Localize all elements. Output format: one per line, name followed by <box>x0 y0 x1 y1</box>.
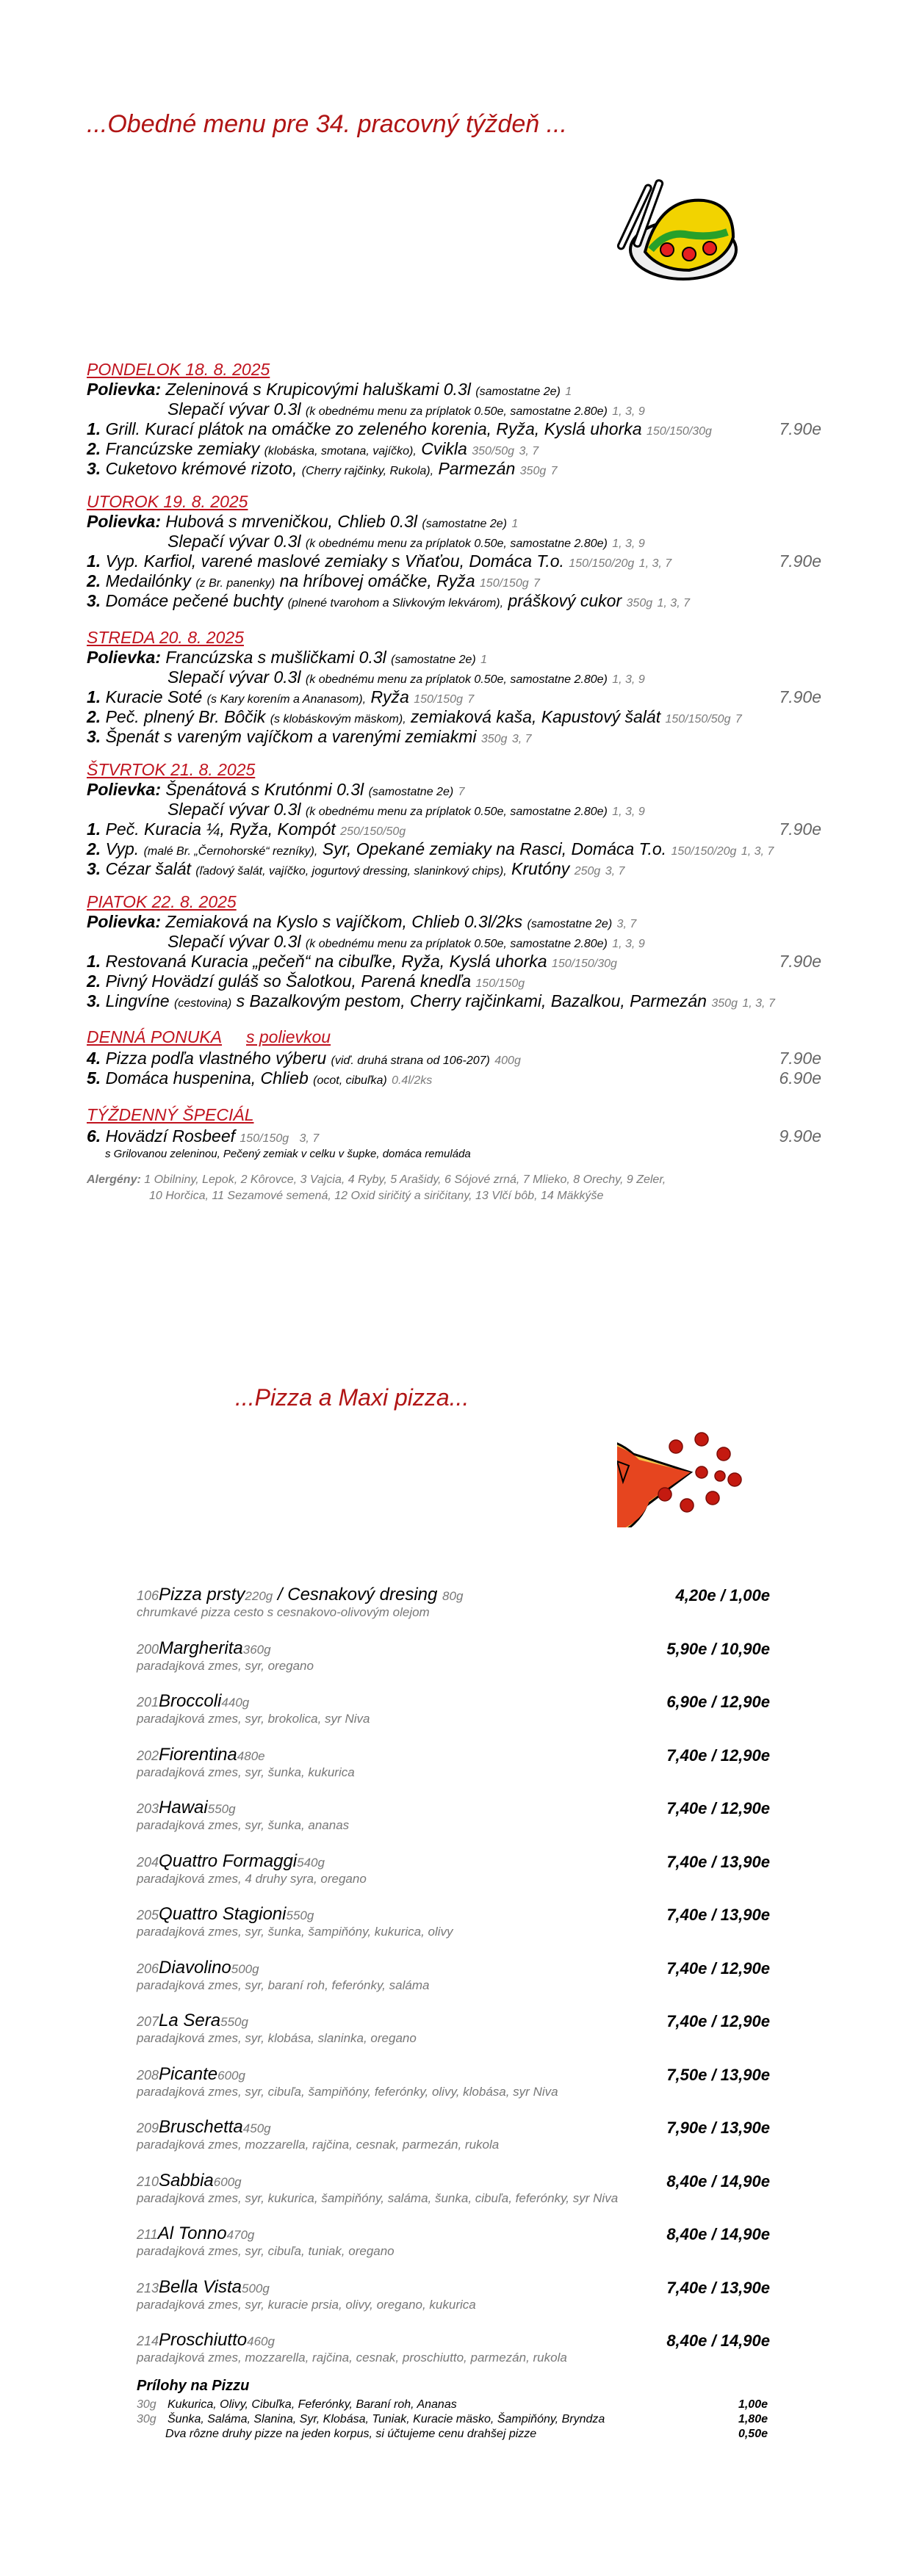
day-heading: STREDA 20. 8. 2025 <box>87 628 244 647</box>
pizza-name-line <box>137 1851 325 1872</box>
item-allergens: 3, 7 <box>519 445 539 457</box>
pizza-name: Fiorentina <box>159 1745 237 1765</box>
broth-line <box>168 932 645 952</box>
pizza-price: 8,40e / 14,90e <box>666 2225 770 2243</box>
pizza-name: Pizza prsty <box>159 1585 245 1604</box>
item-number: 3. <box>87 859 101 878</box>
item-allergens: 3, 7 <box>511 733 532 745</box>
pizza-description: paradajková zmes, syr, kukurica, šampiňóny, saláma, šunka, cibuľa, feferónky, syr Niva <box>137 2191 619 2205</box>
soup-name: Zemiaková na Kyslo s vajíčkom, Chlieb 0.3l/2ks <box>165 912 523 931</box>
pizza-name-line <box>137 2117 271 2138</box>
item-weight: 350/50g <box>472 445 515 457</box>
pizza-weight: 470g <box>226 2228 255 2242</box>
item-weight: 350g <box>626 597 653 609</box>
soup-note: (samostatne 2e) <box>368 786 454 798</box>
pizza-description: paradajková zmes, syr, brokolica, syr Niva <box>137 1712 370 1726</box>
priloha-price: 1,00e <box>738 2398 768 2411</box>
item-main: Restovaná Kuracia „pečeň“ na cibuľke, Ryža, Kyslá uhorka <box>105 952 547 971</box>
priloha-text: Šunka, Saláma, Slanina, Syr, Klobása, Tuniak, Kuracie mäsko, Šampiňóny, Bryndza <box>168 2413 605 2425</box>
item-number: 1. <box>87 820 101 839</box>
allergens-line1 <box>87 1173 666 1187</box>
menu-item <box>87 991 775 1011</box>
item-allergens: 3, 7 <box>299 1132 320 1145</box>
item-main2: zemiaková kaša, Kapustový šalát <box>411 707 661 726</box>
pizza-price: 7,40e / 12,90e <box>666 2012 770 2030</box>
pizza-price: 4,20e / 1,00e <box>675 1586 770 1604</box>
soup-label: Polievka: <box>87 912 161 931</box>
day-heading: PIATOK 22. 8. 2025 <box>87 892 237 911</box>
item-note: (z Br. panenky) <box>195 577 276 590</box>
item-allergens: 1, 3, 7 <box>742 997 775 1010</box>
priloha-weight: 30g <box>137 2398 156 2411</box>
item-weight: 150/150g <box>475 977 525 990</box>
menu-item <box>87 687 474 707</box>
pizza-code: 213 <box>137 2281 159 2295</box>
allergens-text-1: 1 Obilniny, Lepok, 2 Kôrovce, 3 Vajcia, 4 Ryby, 5 Arašidy, 6 Sójové zrná, 7 Mlieko, 8 Orechy, 9 Zeler, <box>144 1173 666 1186</box>
pizza-name: Diavolino <box>159 1958 231 1978</box>
pizza-name: Margherita <box>159 1638 243 1658</box>
soup-line <box>87 380 572 399</box>
pizza-price: 7,40e / 13,90e <box>666 1853 770 1871</box>
soup-line <box>87 780 464 800</box>
item-weight: 250g <box>574 865 601 878</box>
item-main: Cézar šalát <box>105 859 191 878</box>
item-main: Vyp. Karfiol, varené maslové zemiaky s Vňaťou, Domáca T.o. <box>105 551 564 571</box>
broth-name: Slepačí vývar 0.3l <box>168 932 301 951</box>
daily-item-5-price: 6.90e <box>779 1068 821 1088</box>
pizza-extra-weight: 80g <box>442 1589 464 1603</box>
item-main2: na hríbovej omáčke, Ryža <box>279 571 475 590</box>
broth-name: Slepačí vývar 0.3l <box>168 800 301 819</box>
broth-line <box>168 532 645 551</box>
item-main: Domáce pečené buchty <box>105 591 284 610</box>
soup-label: Polievka: <box>87 648 161 667</box>
pizza-weight: 500g <box>231 1962 259 1976</box>
item-main2: práškový cukor <box>508 591 622 610</box>
pizza-code: 214 <box>137 2334 159 2348</box>
item-number: 3. <box>87 459 101 478</box>
soup-allergens: 3, 7 <box>616 918 637 930</box>
pizza-price: 7,40e / 13,90e <box>666 2279 770 2297</box>
pizza-name: Hawai <box>159 1798 208 1817</box>
item-main: Cuketovo krémové rizoto, <box>105 459 298 478</box>
pizza-code: 202 <box>137 1748 159 1763</box>
pizza-price: 7,40e / 12,90e <box>666 1959 770 1978</box>
pizza-code: 207 <box>137 2014 159 2029</box>
item-note: (ocot, cibuľka) <box>313 1074 387 1087</box>
allergens-label: Alergény: <box>87 1173 141 1186</box>
item-weight: 150/150/30g <box>551 958 617 970</box>
item-weight: 150/150g <box>240 1132 289 1145</box>
item-allergens: 1, 3, 7 <box>657 597 690 609</box>
item-number: 3. <box>87 991 101 1010</box>
pizza-code: 203 <box>137 1801 159 1816</box>
page-title: ...Obedné menu pre 34. pracovný týždeň ... <box>87 110 567 138</box>
pizza-name-line <box>137 2011 248 2031</box>
pizza-name: Picante <box>159 2064 218 2084</box>
pizza-code: 204 <box>137 1855 159 1870</box>
pizza-code: 206 <box>137 1961 159 1976</box>
soup-name: Hubová s mrveničkou, Chlieb 0.3l <box>165 512 417 531</box>
pizza-description: paradajková zmes, mozzarella, rajčina, cesnak, proschiutto, parmezán, rukola <box>137 2351 567 2365</box>
menu-item <box>87 439 539 459</box>
item-note: (plnené tvarohom a Slivkovým lekvárom), <box>287 597 504 609</box>
pizza-weight: 540g <box>297 1856 325 1870</box>
pizza-description: paradajková zmes, syr, baraní roh, feferónky, saláma <box>137 1978 430 1992</box>
pizza-name: Bella Vista <box>159 2277 242 2297</box>
pizza-name-line <box>137 1958 259 1978</box>
soup-allergens: 1 <box>565 386 572 398</box>
item-allergens: 3, 7 <box>605 865 625 878</box>
item-note: (Cherry rajčinky, Rukola), <box>301 465 434 477</box>
broth-allergens: 1, 3, 9 <box>612 405 645 418</box>
pizza-code: 211 <box>137 2227 158 2242</box>
day-heading: PONDELOK 18. 8. 2025 <box>87 360 270 379</box>
pizza-name: Broccoli <box>159 1691 222 1711</box>
pizza-price: 8,40e / 14,90e <box>666 2331 770 2350</box>
item-weight: 150/150/20g <box>671 845 737 858</box>
day-heading: UTOROK 19. 8. 2025 <box>87 492 248 511</box>
broth-note: (k obednému menu za príplatok 0.50e, samostatne 2.80e) <box>305 673 608 686</box>
menu-item <box>87 459 558 479</box>
item-number: 5. <box>87 1068 101 1088</box>
pizza-name-line <box>137 2224 254 2244</box>
broth-allergens: 1, 3, 9 <box>612 538 645 550</box>
pizza-name-line <box>137 1798 236 1818</box>
item-number: 4. <box>87 1049 101 1068</box>
item-main: Kuracie Soté <box>105 687 203 706</box>
broth-name: Slepačí vývar 0.3l <box>168 532 301 551</box>
item-weight: 150/150g <box>414 693 463 706</box>
menu-item <box>87 952 617 972</box>
pizza-weight: 220g <box>245 1589 273 1603</box>
item-main: Peč. plnený Br. Bôčik <box>105 707 266 726</box>
item-weight: 0.4l/2ks <box>392 1074 433 1087</box>
daily-heading <box>87 1027 222 1047</box>
item-allergens: 1, 3, 7 <box>741 845 774 858</box>
pizza-name-line <box>137 2277 270 2298</box>
pizza-code: 106 <box>137 1588 159 1603</box>
pizza-weight: 440g <box>221 1696 250 1710</box>
pizza-weight: 550g <box>286 1909 314 1922</box>
priloha-weight: 30g <box>137 2413 156 2425</box>
item-main: Medailónky <box>105 571 191 590</box>
menu-item <box>87 972 525 991</box>
item-number: 1. <box>87 687 101 706</box>
item-note: (klobáska, smotana, vajíčko), <box>264 445 417 457</box>
soup-name: Špenátová s Krutónmi 0.3l <box>165 780 364 799</box>
pizza-name: La Sera <box>159 2011 221 2030</box>
item-main: Domáca huspenina, Chlieb <box>105 1068 309 1088</box>
item-number: 2. <box>87 707 101 726</box>
broth-name: Slepačí vývar 0.3l <box>168 667 301 687</box>
pizza-name-line <box>137 2330 275 2351</box>
pizza-name-line <box>137 2064 245 2085</box>
taco-illustration <box>616 167 741 292</box>
pizza-price: 7,40e / 12,90e <box>666 1746 770 1765</box>
item-note: (cestovina) <box>173 997 232 1010</box>
soup-name: Francúzska s mušličkami 0.3l <box>165 648 386 667</box>
item-allergens: 1, 3, 7 <box>638 557 672 570</box>
pizza-code: 210 <box>137 2174 159 2189</box>
soup-name: Zeleninová s Krupicovými haluškami 0.3l <box>165 380 471 399</box>
item-main: Peč. Kuracia ¼, Ryža, Kompót <box>105 820 336 839</box>
broth-note: (k obednému menu za príplatok 0.50e, samostatne 2.80e) <box>305 938 608 950</box>
pizza-price: 5,90e / 10,90e <box>666 1640 770 1658</box>
broth-note: (k obednému menu za príplatok 0.50e, samostatne 2.80e) <box>305 405 608 418</box>
item-main2: s Bazalkovým pestom, Cherry rajčinkami, Bazalkou, Parmezán <box>236 991 707 1010</box>
pizza-price: 7,40e / 13,90e <box>666 1906 770 1924</box>
daily-heading-suffix: s polievkou <box>246 1027 331 1046</box>
pizza-name-line <box>137 1585 463 1605</box>
item-number: 2. <box>87 571 101 590</box>
item-allergens: 7 <box>533 577 540 590</box>
item-note: (malé Br. „Černohorské“ rezníky), <box>143 845 318 858</box>
item-weight: 350g <box>480 733 508 745</box>
item-main2: Ryža <box>370 687 409 706</box>
pizza-name: Quattro Formaggi <box>159 1851 298 1871</box>
daily-item-5 <box>87 1068 432 1088</box>
soup-allergens: 1 <box>511 518 519 530</box>
item-main: Pizza podľa vlastného výberu <box>105 1049 327 1068</box>
item-allergens: 7 <box>467 693 475 706</box>
pizza-price: 7,50e / 13,90e <box>666 2066 770 2084</box>
item-price: 7.90e <box>779 687 821 706</box>
item-number: 3. <box>87 591 101 610</box>
menu-item <box>87 859 624 879</box>
soup-label: Polievka: <box>87 380 161 399</box>
pizza-weight: 600g <box>217 2069 245 2083</box>
weekly-price: 9.90e <box>779 1126 821 1146</box>
pizza-description: paradajková zmes, syr, klobása, slaninka, oregano <box>137 2031 417 2045</box>
menu-item <box>87 707 742 727</box>
priloha-text: Kukurica, Olivy, Cibuľka, Feferónky, Baraní roh, Ananas <box>168 2398 457 2411</box>
pizza-code: 201 <box>137 1695 159 1710</box>
item-main: Grill. Kurací plátok na omáčke zo zeleného korenia, Ryža, Kyslá uhorka <box>105 419 642 438</box>
day-heading: ŠTVRTOK 21. 8. 2025 <box>87 760 256 779</box>
broth-allergens: 1, 3, 9 <box>612 938 645 950</box>
item-main2: Krutóny <box>511 859 570 878</box>
item-weight: 150/150/30g <box>646 425 712 438</box>
pizza-name-line <box>137 1745 265 1765</box>
broth-line <box>168 667 645 687</box>
daily-item-4 <box>87 1049 521 1068</box>
pizza-code: 208 <box>137 2068 159 2083</box>
soup-note: (samostatne 2e) <box>422 518 507 530</box>
pizza-price: 7,90e / 13,90e <box>666 2119 770 2137</box>
pizza-code: 205 <box>137 1908 159 1922</box>
soup-note: (samostatne 2e) <box>391 654 476 666</box>
weekly-item <box>87 1126 319 1146</box>
weekly-heading: TÝŽDENNÝ ŠPECIÁL <box>87 1105 254 1124</box>
soup-label: Polievka: <box>87 512 161 531</box>
item-number: 1. <box>87 551 101 571</box>
item-number: 1. <box>87 952 101 971</box>
daily-item-4-price: 7.90e <box>779 1049 821 1068</box>
priloha-price: 0,50e <box>738 2428 768 2440</box>
item-weight: 250/150/50g <box>340 825 406 838</box>
menu-item <box>87 820 406 839</box>
pizza-code: 200 <box>137 1642 159 1657</box>
pizza-description: paradajková zmes, syr, šunka, šampiňóny, kukurica, olivy <box>137 1925 453 1939</box>
menu-item <box>87 551 671 571</box>
soup-line <box>87 648 487 667</box>
soup-allergens: 7 <box>458 786 465 798</box>
pizza-weight: 450g <box>242 2121 271 2135</box>
broth-allergens: 1, 3, 9 <box>612 673 645 686</box>
pizza-name: Proschiutto <box>159 2330 248 2350</box>
menu-item <box>87 591 690 611</box>
pizza-name: Quattro Stagioni <box>159 1904 287 1924</box>
broth-name: Slepačí vývar 0.3l <box>168 399 301 419</box>
pizza-description: paradajková zmes, syr, šunka, ananas <box>137 1818 350 1832</box>
item-main2: Syr, Opekané zemiaky na Rasci, Domáca T.o. <box>322 839 667 858</box>
item-number: 2. <box>87 439 101 458</box>
pizza-title: ...Pizza a Maxi pizza... <box>235 1384 469 1411</box>
menu-item <box>87 571 540 591</box>
menu-item <box>87 419 712 439</box>
pizza-code: 209 <box>137 2121 159 2135</box>
pizza-description: paradajková zmes, syr, cibuľa, tuniak, oregano <box>137 2244 395 2258</box>
item-main: Pivný Hovädzí guláš so Šalotkou, Parená knedľa <box>105 972 472 991</box>
pizza-name-line <box>137 1904 314 1925</box>
item-note: (ľadový šalát, vajíčko, jogurtový dressing, slaninkový chips), <box>195 865 507 878</box>
item-main: Hovädzí Rosbeef <box>105 1126 236 1146</box>
broth-line <box>168 399 645 419</box>
item-number: 6. <box>87 1126 101 1146</box>
soup-line <box>87 512 518 532</box>
pizza-weight: 360g <box>242 1643 271 1657</box>
pizza-description: paradajková zmes, syr, kuracie prsia, olivy, oregano, kukurica <box>137 2298 476 2312</box>
pizza-name: Al Tonno <box>157 2224 227 2243</box>
item-main: Francúzske zemiaky <box>105 439 260 458</box>
item-number: 1. <box>87 419 101 438</box>
pizza-weight: 480e <box>237 1749 265 1763</box>
priloha-text: Dva rôzne druhy pizze na jeden korpus, si účtujeme cenu drahšej pizze <box>165 2428 537 2440</box>
pizza-illustration <box>617 1417 757 1527</box>
pizza-weight: 550g <box>207 1802 236 1816</box>
item-weight: 150/150/20g <box>569 557 635 570</box>
soup-note: (samostatne 2e) <box>475 386 561 398</box>
broth-line <box>168 800 645 820</box>
prilohy-heading: Prílohy na Pizzu <box>137 2378 250 2394</box>
item-main: Lingvíne <box>105 991 170 1010</box>
pizza-price: 7,40e / 12,90e <box>666 1799 770 1817</box>
item-main2: Parmezán <box>438 459 516 478</box>
item-note: (s Kary korením a Ananasom), <box>206 693 367 706</box>
pizza-name: Bruschetta <box>159 2117 243 2137</box>
soup-line <box>87 912 636 932</box>
menu-item <box>87 727 532 747</box>
item-price: 7.90e <box>779 419 821 438</box>
pizza-description: paradajková zmes, syr, šunka, kukurica <box>137 1765 355 1779</box>
item-main2: Cvikla <box>421 439 467 458</box>
item-weight: 350g <box>711 997 738 1010</box>
weekly-sub: s Grilovanou zeleninou, Pečený zemiak v celku v šupke, domáca remuláda <box>105 1148 471 1160</box>
pizza-weight: 500g <box>242 2282 270 2295</box>
pizza-description: paradajková zmes, mozzarella, rajčina, cesnak, parmezán, rukola <box>137 2138 500 2152</box>
menu-item <box>87 839 774 859</box>
priloha-price: 1,80e <box>738 2413 768 2425</box>
pizza-description: paradajková zmes, syr, cibuľa, šampiňóny, feferónky, olivy, klobása, syr Niva <box>137 2085 558 2099</box>
daily-heading-text: DENNÁ PONUKA <box>87 1027 223 1046</box>
item-weight: 350g <box>519 465 547 477</box>
broth-allergens: 1, 3, 9 <box>612 806 645 818</box>
item-number: 2. <box>87 972 101 991</box>
pizza-price: 8,40e / 14,90e <box>666 2172 770 2190</box>
item-weight: 150/150/50g <box>665 713 731 726</box>
item-weight: 150/150g <box>479 577 529 590</box>
item-main: Vyp. <box>105 839 140 858</box>
soup-allergens: 1 <box>480 654 488 666</box>
item-price: 7.90e <box>779 551 821 571</box>
pizza-weight: 460g <box>247 2334 275 2348</box>
pizza-name: Sabbia <box>159 2171 214 2190</box>
item-allergens: 7 <box>735 713 742 726</box>
soup-note: (samostatne 2e) <box>527 918 613 930</box>
item-allergens: 7 <box>550 465 558 477</box>
pizza-price: 6,90e / 12,90e <box>666 1693 770 1711</box>
item-price: 7.90e <box>779 820 821 839</box>
item-main: Špenát s vareným vajíčkom a varenými zemiakmi <box>105 727 477 746</box>
pizza-name-line <box>137 1691 249 1712</box>
broth-note: (k obednému menu za príplatok 0.50e, samostatne 2.80e) <box>305 806 608 818</box>
pizza-name-line <box>137 2171 242 2191</box>
pizza-description: paradajková zmes, 4 druhy syra, oregano <box>137 1872 367 1886</box>
pizza-weight: 600g <box>213 2175 242 2189</box>
pizza-description: chrumkavé pizza cesto s cesnakovo-olivovým olejom <box>137 1605 430 1619</box>
item-note: (viď. druhá strana od 106-207) <box>331 1054 490 1067</box>
pizza-weight: 550g <box>220 2015 248 2029</box>
item-price: 7.90e <box>779 952 821 971</box>
pizza-extra: / Cesnakový dresing <box>273 1585 438 1604</box>
soup-label: Polievka: <box>87 780 161 799</box>
item-number: 3. <box>87 727 101 746</box>
item-number: 2. <box>87 839 101 858</box>
broth-note: (k obednému menu za príplatok 0.50e, samostatne 2.80e) <box>305 538 608 550</box>
item-weight: 400g <box>494 1054 521 1067</box>
pizza-name-line <box>137 1638 271 1659</box>
item-note: (s klobáskovým mäskom), <box>270 713 406 726</box>
pizza-description: paradajková zmes, syr, oregano <box>137 1659 314 1673</box>
allergens-line2: 10 Horčica, 11 Sezamové semená, 12 Oxid siričitý a siričitany, 13 Vlčí bôb, 14 Mäkkýše <box>149 1190 604 1202</box>
